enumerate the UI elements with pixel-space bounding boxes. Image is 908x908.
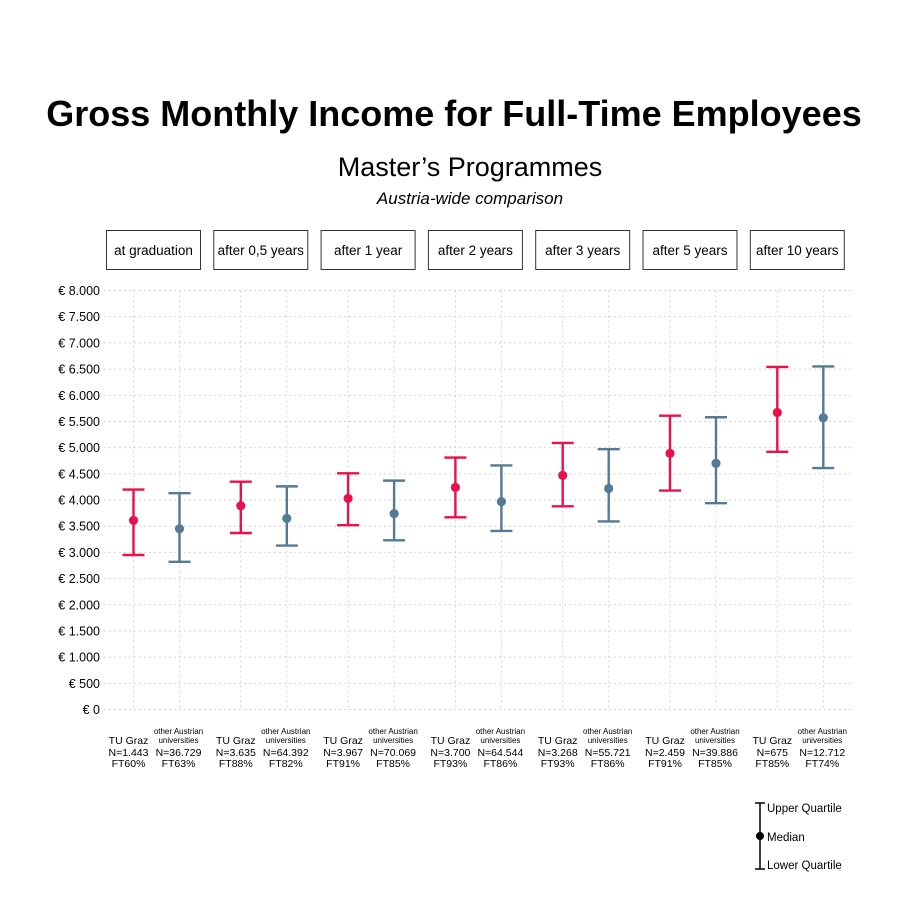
chart-title: Gross Monthly Income for Full-Time Employees [46,93,862,134]
facet-strip-label: after 3 years [545,243,621,258]
y-axis [58,284,100,717]
y-tick-label: € 6.000 [58,388,100,403]
facet-strip-label: after 1 year [333,243,403,258]
facet-strip-label: after 2 years [437,243,513,258]
facet-strip-label: after 10 years [756,243,839,258]
tu-median-point [451,483,460,492]
sample-labels [109,727,847,770]
y-tick-label: € 1.500 [58,624,100,639]
other-label-line2: universities [158,736,199,745]
other-label-line2: universities [694,736,736,745]
y-tick-label: € 7.500 [58,310,100,325]
y-tick-label: € 2.500 [58,572,100,587]
tu-graz-label: TU Graz [752,735,793,747]
y-tick-label: € 5.500 [58,414,100,429]
tu-graz-label: TU Graz [430,735,471,747]
other-ft: FT85% [376,758,411,770]
tu-graz-ft: FT91% [648,758,682,770]
other-median-point [175,524,184,533]
facet-panels [107,231,845,270]
tu-graz-label: TU Graz [215,735,256,747]
facet-strip-label: after 5 years [652,243,728,258]
other-n: N=64.392 [262,747,309,759]
facet-strip-label: at graduation [114,243,193,258]
tu-median-point [344,494,353,503]
other-ft: FT82% [268,758,303,770]
tu-graz-n: N=3.635 [215,747,256,759]
y-tick-label: € 0 [82,703,100,717]
other-median-point [711,459,720,468]
tu-graz-ft: FT85% [755,758,790,770]
other-n: N=39.886 [692,747,738,759]
other-label-line1: other Austrian [261,727,311,736]
tu-graz-ft: FT93% [540,758,575,770]
chart-caption: Austria-wide comparison [376,189,564,208]
y-tick-label: € 7.000 [58,336,100,351]
tu-graz-n: N=1.443 [108,747,149,759]
tu-graz-n: N=675 [756,747,788,759]
legend-upper-label: Upper Quartile [767,803,842,815]
tu-graz-n: N=3.268 [537,747,578,759]
other-label-line1: other Austrian [797,727,847,736]
other-label-line1: other Austrian [153,727,204,736]
tu-graz-ft: FT60% [111,758,146,770]
other-ft: FT86% [590,758,625,770]
tu-graz-n: N=3.700 [430,747,471,759]
other-median-point [497,497,506,506]
chart-subtitle: Master’s Programmes [337,152,603,182]
other-ft: FT74% [805,758,840,770]
tu-graz-n: N=3.967 [323,747,364,759]
other-label-line2: universities [587,736,628,745]
other-label-line1: other Austrian [583,727,633,736]
other-label-line2: universities [480,736,521,745]
other-label-line1: other Austrian [368,727,418,736]
tu-median-point [236,501,245,510]
tu-graz-label: TU Graz [108,735,149,747]
other-label-line1: other Austrian [475,727,526,736]
tu-graz-n: N=2.459 [645,747,685,759]
tu-graz-ft: FT88% [218,758,253,770]
y-tick-label: € 6.500 [58,362,100,377]
legend-median-label: Median [767,832,805,844]
other-n: N=55.721 [584,747,631,759]
other-median-point [604,484,613,493]
y-tick-label: € 8.000 [58,284,100,298]
other-n: N=12.712 [799,747,846,759]
chart-legend [755,803,842,872]
other-ft: FT63% [161,758,196,770]
other-label-line2: universities [802,736,843,745]
tu-median-point [773,408,782,417]
legend-lower-label: Lower Quartile [767,860,842,872]
tu-graz-ft: FT91% [326,758,361,770]
tu-median-point [558,471,567,480]
tu-graz-label: TU Graz [323,735,363,747]
y-tick-label: € 3.000 [58,545,100,560]
tu-graz-label: TU Graz [537,735,578,747]
grid-layer [104,291,852,710]
y-tick-label: € 5.000 [58,441,100,456]
tu-graz-ft: FT93% [433,758,468,770]
facet-strip-label: after 0,5 years [217,243,304,258]
other-label-line2: universities [265,736,306,745]
other-ft: FT86% [483,758,518,770]
tu-graz-label: TU Graz [645,735,685,747]
y-tick-label: € 3.500 [58,519,100,534]
tu-median-point [129,516,138,525]
other-label-line2: universities [373,736,414,745]
other-ft: FT85% [698,758,732,770]
y-tick-label: € 1.000 [58,650,100,665]
other-median-point [282,514,291,523]
other-median-point [390,509,399,518]
other-n: N=36.729 [155,747,202,759]
legend-median-dot [756,832,764,840]
y-tick-label: € 4.000 [58,493,100,508]
other-median-point [819,413,828,422]
other-label-line1: other Austrian [690,727,740,736]
y-tick-label: € 500 [68,676,100,691]
y-tick-label: € 2.000 [58,598,100,613]
y-tick-label: € 4.500 [58,467,100,482]
tu-median-point [665,449,674,458]
other-n: N=70.069 [370,747,417,759]
other-n: N=64.544 [477,747,524,759]
